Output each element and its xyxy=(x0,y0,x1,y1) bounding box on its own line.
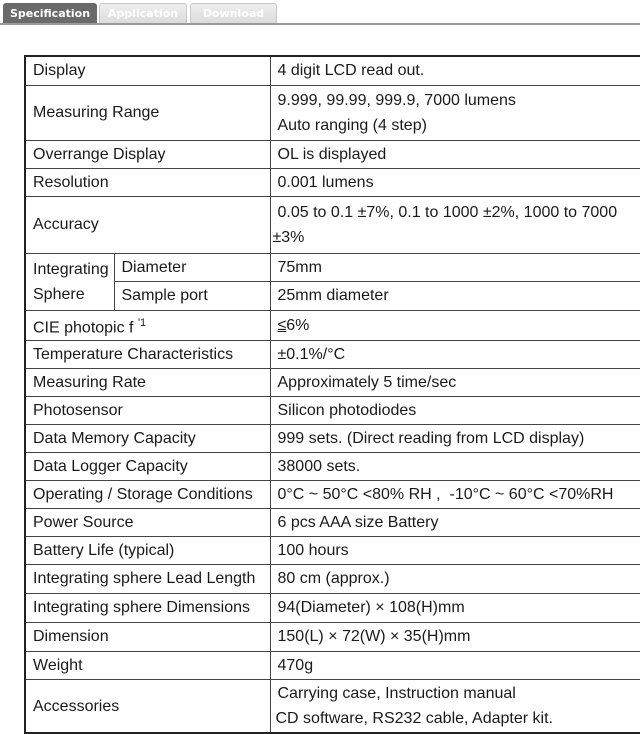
row-value: 100 hours xyxy=(270,536,640,564)
row-label: Integrating sphere Dimensions xyxy=(25,593,270,622)
row-label: Integrating Sphere xyxy=(25,253,114,310)
row-value: Carrying case, Instruction manual CD software, RS232 cable, Adapter kit. xyxy=(270,679,640,733)
row-value: 999 sets. (Direct reading from LCD display) xyxy=(270,424,640,452)
table-row xyxy=(25,396,640,424)
tab-divider xyxy=(0,23,640,25)
table-row xyxy=(25,679,640,733)
row-value: 4 digit LCD read out. xyxy=(270,56,640,85)
row-value: OL is displayed xyxy=(270,140,640,168)
table-row xyxy=(25,480,640,508)
table-row xyxy=(25,140,640,168)
table-row xyxy=(25,368,640,396)
table-row xyxy=(25,85,640,140)
row-value: 470g xyxy=(270,651,640,679)
table-row xyxy=(25,310,640,340)
row-label: Display xyxy=(25,56,270,85)
table-row xyxy=(25,622,640,651)
row-value: 25mm diameter xyxy=(270,281,640,310)
table-row xyxy=(25,536,640,564)
row-label: Data Logger Capacity xyxy=(25,452,270,480)
row-value: 0.05 to 0.1 ±7%, 0.1 to 1000 ±2%, 1000 to 7000 ±3% xyxy=(270,196,640,253)
table-row xyxy=(25,340,640,368)
row-label: Weight xyxy=(25,651,270,679)
table-row xyxy=(25,281,640,310)
row-label: Resolution xyxy=(25,168,270,196)
row-value: 38000 sets. xyxy=(270,452,640,480)
row-value: 75mm xyxy=(270,253,640,281)
row-value: ≤6% xyxy=(270,310,640,340)
row-label: Temperature Characteristics xyxy=(25,340,270,368)
row-value: Approximately 5 time/sec xyxy=(270,368,640,396)
row-value: 150(L) × 72(W) × 35(H)mm xyxy=(270,622,640,651)
table-row xyxy=(25,56,640,85)
row-value: 0.001 lumens xyxy=(270,168,640,196)
row-value: 94(Diameter) × 108(H)mm xyxy=(270,593,640,622)
tab-download[interactable]: Download xyxy=(190,3,277,23)
row-label: Photosensor xyxy=(25,396,270,424)
table-row xyxy=(25,168,640,196)
table-row xyxy=(25,452,640,480)
table-row xyxy=(25,508,640,536)
table-row xyxy=(25,651,640,679)
table-row xyxy=(25,196,640,253)
tab-bar xyxy=(0,0,640,24)
table-row xyxy=(25,424,640,452)
tab-specification[interactable]: Specification xyxy=(3,3,97,23)
row-label: Data Memory Capacity xyxy=(25,424,270,452)
row-label: Integrating sphere Lead Length xyxy=(25,564,270,593)
footnote-marker: '1 xyxy=(137,316,147,329)
row-label: Accuracy xyxy=(25,196,270,253)
row-value: 80 cm (approx.) xyxy=(270,564,640,593)
row-label: Measuring Rate xyxy=(25,368,270,396)
row-value: Silicon photodiodes xyxy=(270,396,640,424)
row-label: CIE photopic f $^{'1}$ xyxy=(25,310,270,340)
row-label: Overrange Display xyxy=(25,140,270,168)
row-value: 6 pcs AAA size Battery xyxy=(270,508,640,536)
row-label: Measuring Range xyxy=(25,85,270,140)
row-label: Accessories xyxy=(25,679,270,733)
row-label: Dimension xyxy=(25,622,270,651)
table-row xyxy=(25,253,640,281)
row-label: Operating / Storage Conditions xyxy=(25,480,270,508)
table-row xyxy=(25,564,640,593)
sub-label: Diameter xyxy=(114,253,270,281)
sub-label: Sample port xyxy=(114,281,270,310)
row-value: 9.999, 99.99, 999.9, 7000 lumens Auto ranging (4 step) xyxy=(270,85,640,140)
tab-application[interactable]: Application xyxy=(99,3,187,23)
row-value: 0°C ~ 50°C <80% RH , -10°C ~ 60°C <70%RH xyxy=(270,480,640,508)
specification-table xyxy=(24,55,640,734)
table-row xyxy=(25,593,640,622)
row-label: Battery Life (typical) xyxy=(25,536,270,564)
row-value: ±0.1%/°C xyxy=(270,340,640,368)
row-label: Power Source xyxy=(25,508,270,536)
